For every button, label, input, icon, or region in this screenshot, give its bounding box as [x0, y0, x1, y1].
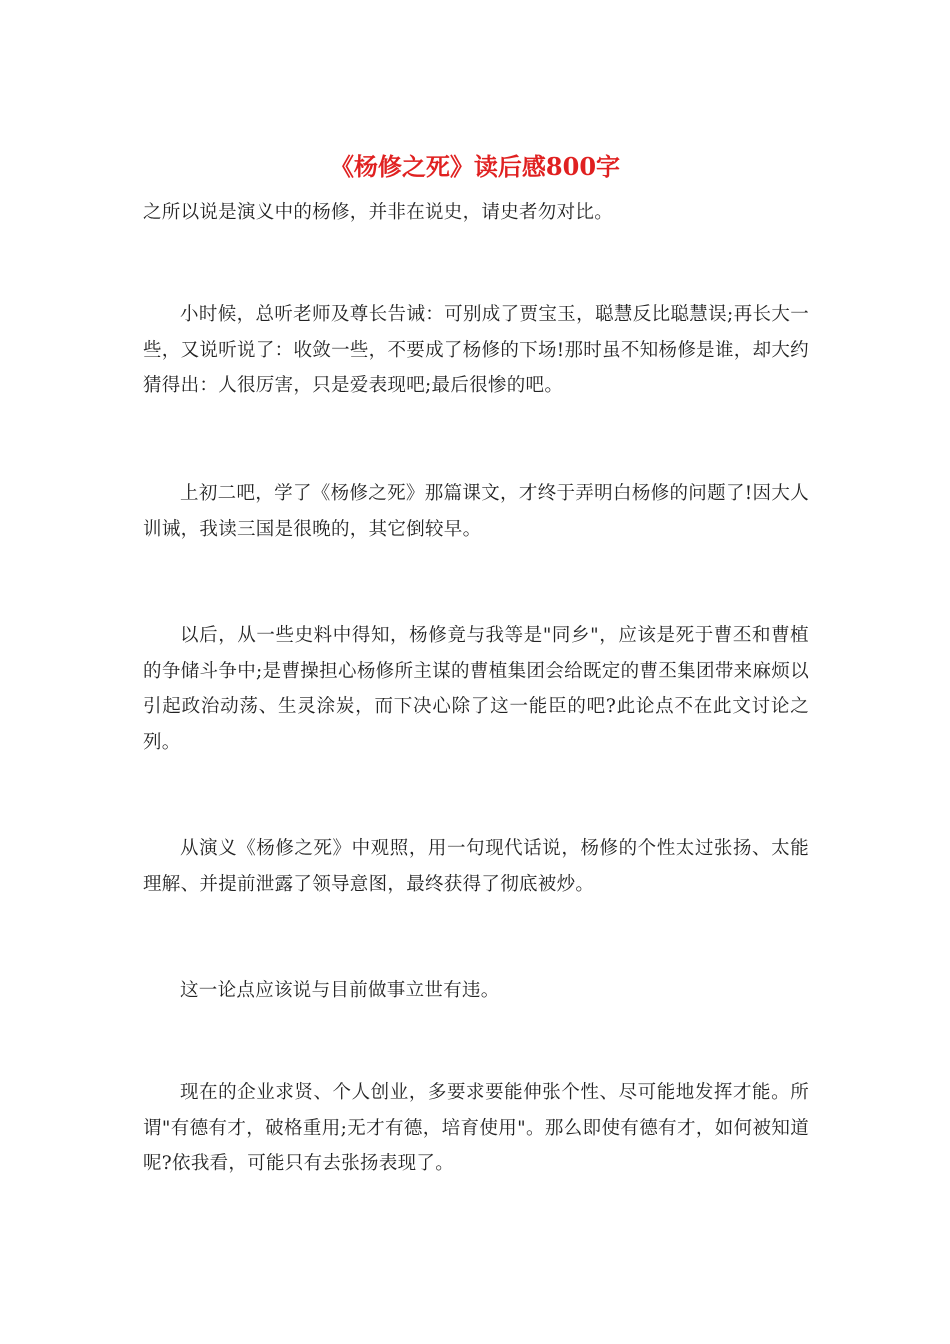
- document-title: 《杨修之死》读后感800字: [329, 152, 621, 181]
- paragraph-history: 以后，从一些史料中得知，杨修竟与我等是"同乡"，应该是死于曹丕和曹植的争储斗争中;是曹操担心杨修所主谋的曹植集团会给既定的曹丕集团带来麻烦以引起政治动荡、生灵涂炭，而下决心除了这一能臣的吧?此论点不在此文讨论之列。: [143, 625, 809, 753]
- paragraph-intro: 之所以说是演义中的杨修，并非在说史，请史者勿对比。: [143, 202, 614, 223]
- paragraph-grade-two: 上初二吧，学了《杨修之死》那篇课文，才终于弄明白杨修的问题了!因大人训诫，我读三国是很晚的，其它倒较早。: [143, 483, 809, 540]
- paragraph-childhood: 小时候，总听老师及尊长告诫：可别成了贾宝玉，聪慧反比聪慧误;再长大一些，又说听说了：收敛一些，不要成了杨修的下场!那时虽不知杨修是谁，却大约猜得出：人很厉害，只是爱表现吧;最后很惨的吧。: [143, 304, 809, 396]
- paragraph-novel-view: 从演义《杨修之死》中观照，用一句现代话说，杨修的个性太过张扬、太能理解、并提前泄露了领导意图，最终获得了彻底被炒。: [143, 838, 809, 895]
- paragraph-argument: 这一论点应该说与目前做事立世有违。: [180, 980, 500, 1001]
- paragraph-modern: 现在的企业求贤、个人创业，多要求要能伸张个性、尽可能地发挥才能。所谓"有德有才，破格重用;无才有德，培育使用"。那么即使有德有才，如何被知道呢?依我看，可能只有去张扬表现了。: [143, 1082, 809, 1174]
